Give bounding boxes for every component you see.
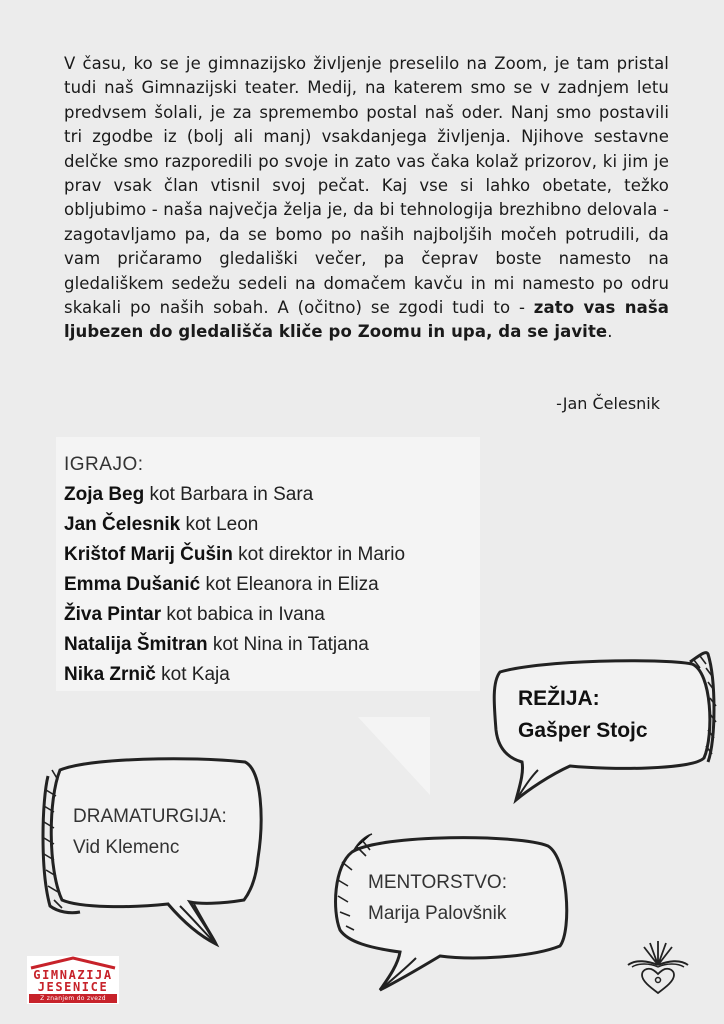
mentorstvo-text [368,867,507,929]
cast-list [64,450,484,690]
dramaturgija-text [73,801,227,863]
cast-heading: IGRAJO: [64,454,144,475]
cast-member-role: kot Kaja [155,664,230,685]
intro-end: . [607,322,613,342]
cast-member-role: kot babica in Ivana [161,604,325,625]
book-heart-emblem-icon [624,935,692,999]
logo-line2: JESENICE [37,980,109,994]
cast-member [64,630,484,660]
cast-member-name: Zoja Beg [64,484,145,505]
cast-member [64,660,484,690]
cast-member [64,510,484,540]
cast-member-name: Krištof Marij Čušin [64,544,233,565]
cast-member [64,540,484,570]
rezija-name: Gašper Stojc [518,719,648,742]
dramaturgija-label: DRAMATURGIJA: [73,806,227,827]
cast-box-tail [358,717,430,795]
rezija-label: REŽIJA: [518,687,600,710]
intro-bold-text: zato vas naša ljubezen do gledališča kliče po Zoomu in upa, da se javite [64,298,669,342]
cast-member-role: kot Nina in Tatjana [207,634,369,655]
logo-line1: GIMNAZIJA [33,968,113,982]
signature: -Jan Čelesnik [556,394,660,413]
intro-text: V času, ko se je gimnazijsko življenje preselilo na Zoom, je tam pristal tudi naš Gimnazijski teater. Medij, na katerem smo se v zadnjem letu predvsem šolali, je za spremembo postal naš oder. Nanj smo postavili tri zgodbe iz (bolj ali manj) vsakdanjega življenja. Njihove sestavne delčke smo razporedili po svoje in zato vas čaka kolaž prizorov, ki jim je prav vsak član vtisnil svoj pečat. Kaj vse si lahko obetate, težko obljubimo - naša največja želja je, da bi tehnologija brezhibno delovala - zagotavljamo pa, da se bomo po naših najboljših močeh potrudili, da vam pričaramo gledališki večer, pa čeprav boste namesto na gledališkem sedežu sedeli na domačem kavču in mi namesto po odru skakali po naših sobah. A (očitno) se zgodi tudi to - [64,54,669,318]
school-logo [27,956,119,1004]
cast-member-name: Emma Dušanić [64,574,201,595]
mentorstvo-label: MENTORSTVO: [368,872,507,893]
cast-member-name: Jan Čelesnik [64,514,181,535]
dramaturgija-name: Vid Klemenc [73,837,180,858]
cast-member-role: kot Leon [180,514,259,535]
cast-member [64,570,484,600]
cast-member-role: kot Eleanora in Eliza [200,574,379,595]
mentorstvo-name: Marija Palovšnik [368,903,507,924]
cast-member-name: Natalija Šmitran [64,634,208,655]
cast-member-role: kot direktor in Mario [232,544,406,565]
cast-member [64,480,484,510]
rezija-text [518,683,648,747]
cast-member-name: Nika Zrnič [64,664,156,685]
logo-tagline: Z znanjem do zvezd [29,994,117,1003]
cast-member-role: kot Barbara in Sara [144,484,314,505]
cast-member [64,600,484,630]
cast-member-name: Živa Pintar [64,604,162,625]
